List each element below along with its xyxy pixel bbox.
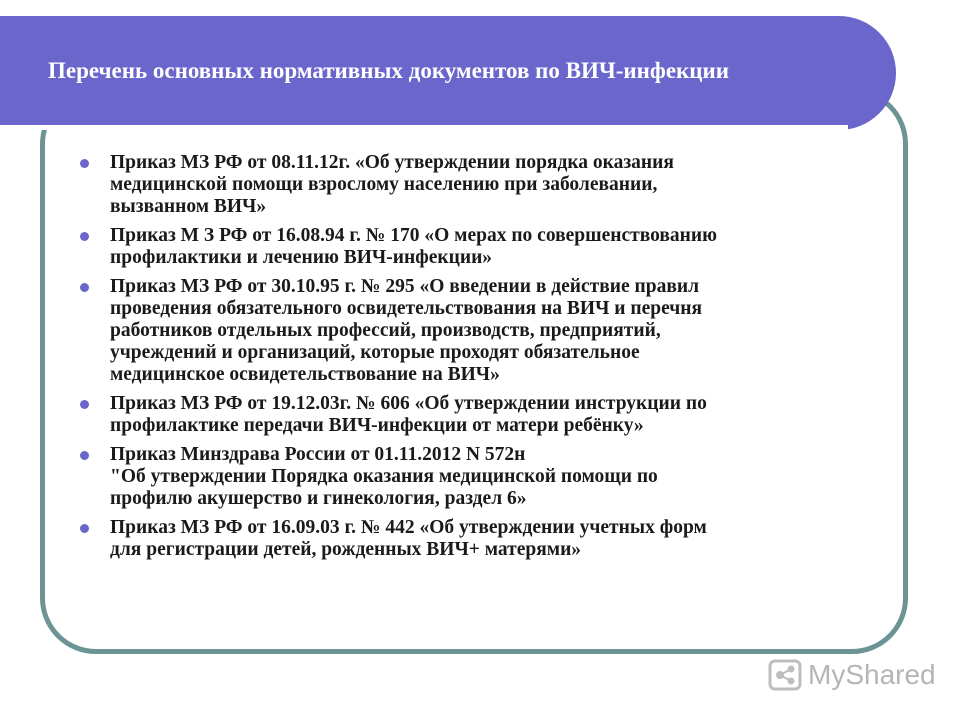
bullet-icon [80, 400, 89, 409]
list-item [74, 517, 864, 561]
document-list [74, 152, 864, 568]
bullet-icon [80, 283, 89, 292]
bullet-icon [80, 524, 89, 533]
list-item-text: Приказ МЗ РФ от 08.11.12г. «Об утверждении порядка оказания медицинской помощи взрослому населению при заболевании, вызванном ВИЧ» [110, 152, 674, 217]
list-item [74, 276, 864, 386]
list-item-text: Приказ МЗ РФ от 19.12.03г. № 606 «Об утверждении инструкции по профилактике передачи ВИЧ-инфекции от матери ребёнку» [110, 393, 707, 436]
title-underline [0, 125, 848, 130]
list-item [74, 393, 864, 437]
list-item-text: Приказ МЗ РФ от 16.09.03 г. № 442 «Об утверждении учетных форм для регистрации детей, рожденных ВИЧ+ матерями» [110, 517, 707, 560]
bullet-icon [80, 451, 89, 460]
bullet-icon [80, 159, 89, 168]
bullet-icon [80, 232, 89, 241]
myshared-logo-icon [768, 659, 804, 693]
watermark-text: MyShared [808, 659, 936, 690]
list-item [74, 225, 864, 269]
slide-title: Перечень основных нормативных документов по ВИЧ-инфекции [48, 58, 730, 83]
list-item [74, 152, 864, 218]
list-item-text: Приказ М З РФ от 16.08.94 г. № 170 «О мерах по совершенствованию профилактики и лечению ВИЧ-инфекции» [110, 225, 718, 268]
myshared-watermark [768, 657, 936, 693]
list-item-text: Приказ Минздрава России от 01.11.2012 N 572н "Об утверждении Порядка оказания медицинской помощи по профилю акушерство и гинекология, раздел 6» [110, 444, 658, 509]
list-item-text: Приказ МЗ РФ от 30.10.95 г. № 295 «О введении в действие правил проведения обязательного освидетельствования на ВИЧ и перечня работников отдельных профессий, производств, предприятий, учреждений и организаций, которые проходят обязательное медицинское освидетельствование на ВИЧ» [110, 276, 703, 385]
list-item [74, 444, 864, 510]
